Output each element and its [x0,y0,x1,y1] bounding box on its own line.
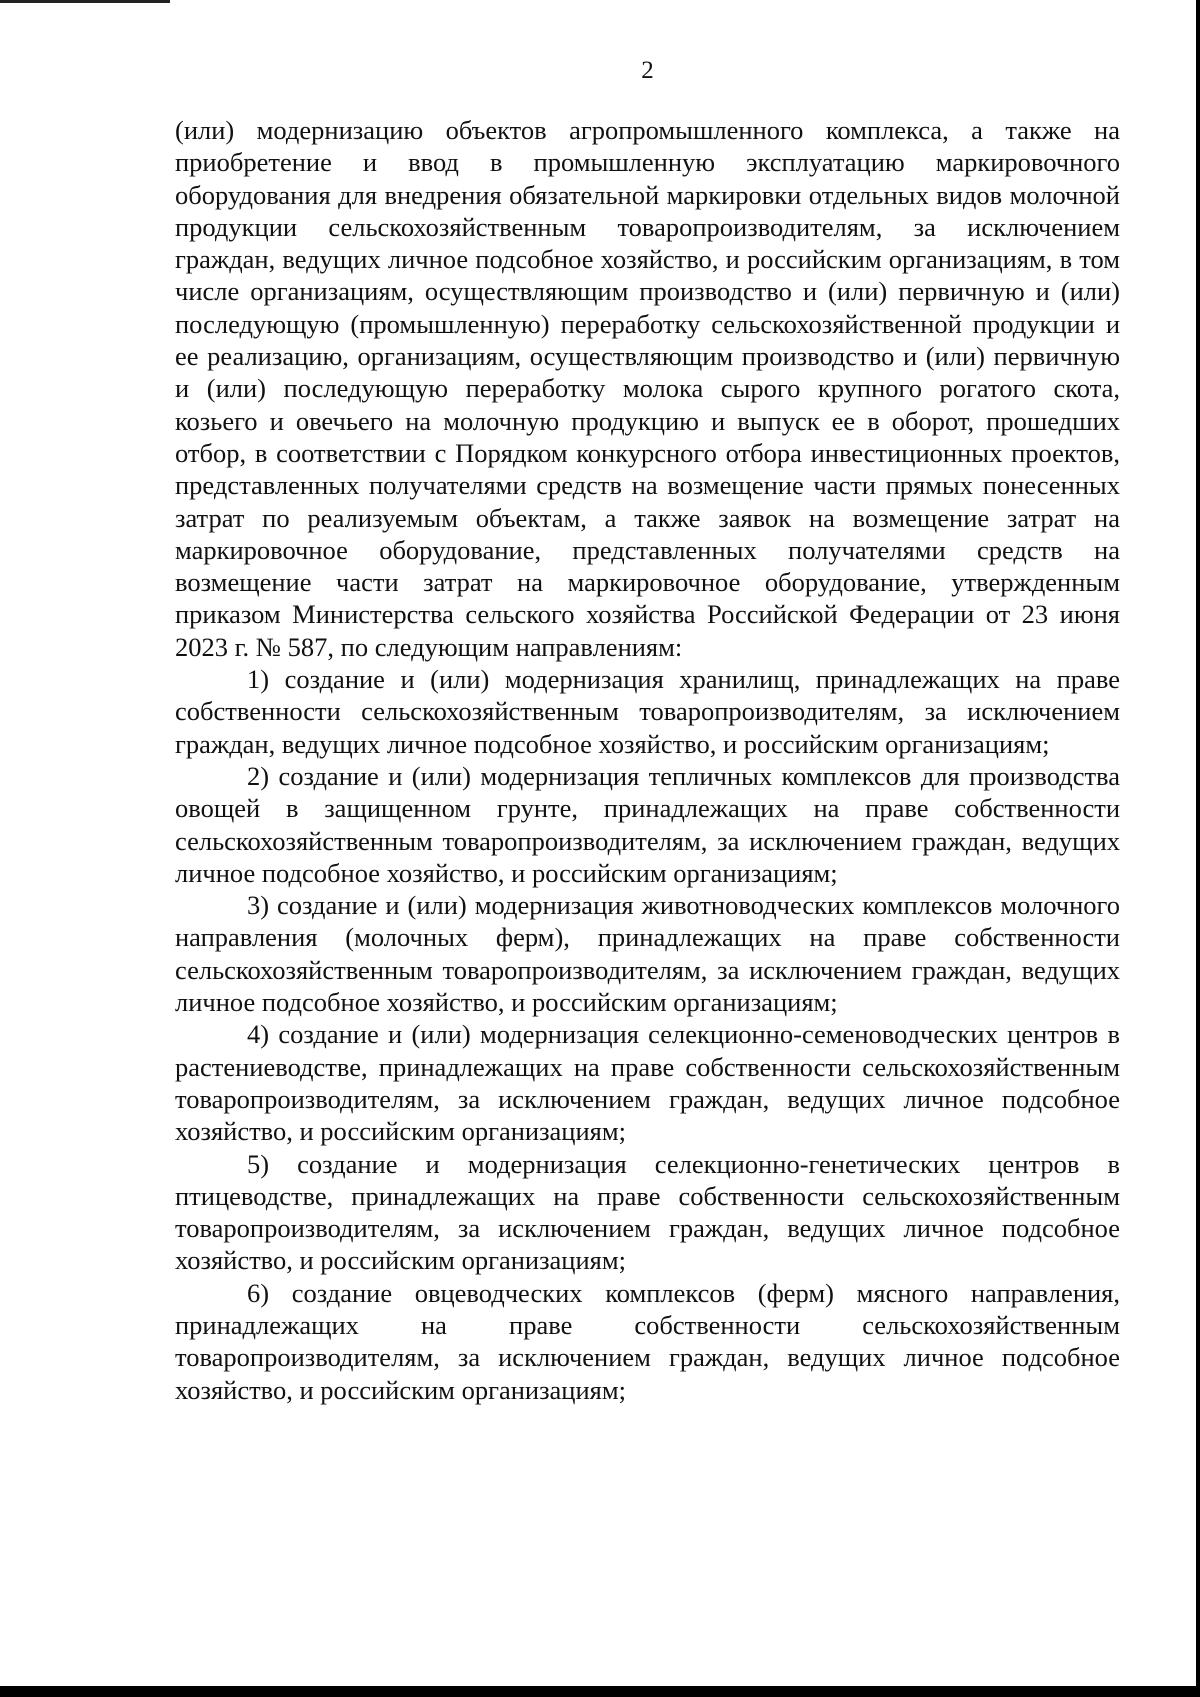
list-item: 2) создание и (или) модернизация тепличных комплексов для производства овощей в защищенном грунте, принадлежащих на праве собственности сельскохозяйственным товаропроизводителям, за исключением граждан, ведущих личное подсобное хозяйство, и российским организациям; [175,760,1120,888]
scan-edge-right [1196,0,1200,1697]
list-item: 4) создание и (или) модернизация селекционно-семеноводческих центров в растениеводстве, принадлежащих на праве собственности сельскохозяйственным товаропроизводителям, за исключением граждан, ведущих личное подсобное хозяйство, и российским организациям; [175,1019,1120,1147]
document-body [175,114,1120,1406]
list-item: 3) создание и (или) модернизация животноводческих комплексов молочного направления (молочных ферм), принадлежащих на праве собственности сельскохозяйственным товаропроизводителям, за исключением граждан, ведущих личное подсобное хозяйство, и российским организациям; [175,890,1120,1018]
list-item: 5) создание и модернизация селекционно-генетических центров в птицеводстве, принадлежащих на праве собственности сельскохозяйственным товаропроизводителям, за исключением граждан, ведущих личное подсобное хозяйство, и российским организациям; [175,1148,1120,1276]
scan-edge-bottom [0,1686,1200,1697]
scan-edge-top [0,0,170,3]
list-item: 1) создание и (или) модернизация хранилищ, принадлежащих на праве собственности сельскохозяйственным товаропроизводителям, за исключением граждан, ведущих личное подсобное хозяйство, и российским организациям; [175,664,1120,759]
intro-paragraph: (или) модернизацию объектов агропромышленного комплекса, а также на приобретение и ввод в промышленную эксплуатацию маркировочного оборудования для внедрения обязательной маркировки отдельных видов молочной продукции сельскохозяйственным товаропроизводителям, за исключением граждан, ведущих личное подсобное хозяйство, и российским организациям, в том числе организациям, осуществляющим производство и (или) первичную и (или) последующую (промышленную) переработку сельскохозяйственной продукции и ее реализацию, организациям, осуществляющим производство и (или) первичную и (или) последующую переработку молока сырого крупного рогатого скота, козьего и овечьего на молочную продукцию и выпуск ее в оборот, прошедших отбор, в соответствии с Порядком конкурсного отбора инвестиционных проектов, представленных получателями средств на возмещение части прямых понесенных затрат по реализуемым объектам, а также заявок на возмещение затрат на маркировочное оборудование, представленных получателями средств на возмещение части затрат на маркировочное оборудование, утвержденным приказом Министерства сельского хозяйства Российской Федерации от 23 июня 2023 г. № 587, по следующим направлениям: [175,115,1120,662]
page-number: 2 [641,57,654,84]
list-item: 6) создание овцеводческих комплексов (ферм) мясного направления, принадлежащих на праве собственности сельскохозяйственным товаропроизводителям, за исключением граждан, ведущих личное подсобное хозяйство, и российским организациям; [175,1277,1120,1405]
